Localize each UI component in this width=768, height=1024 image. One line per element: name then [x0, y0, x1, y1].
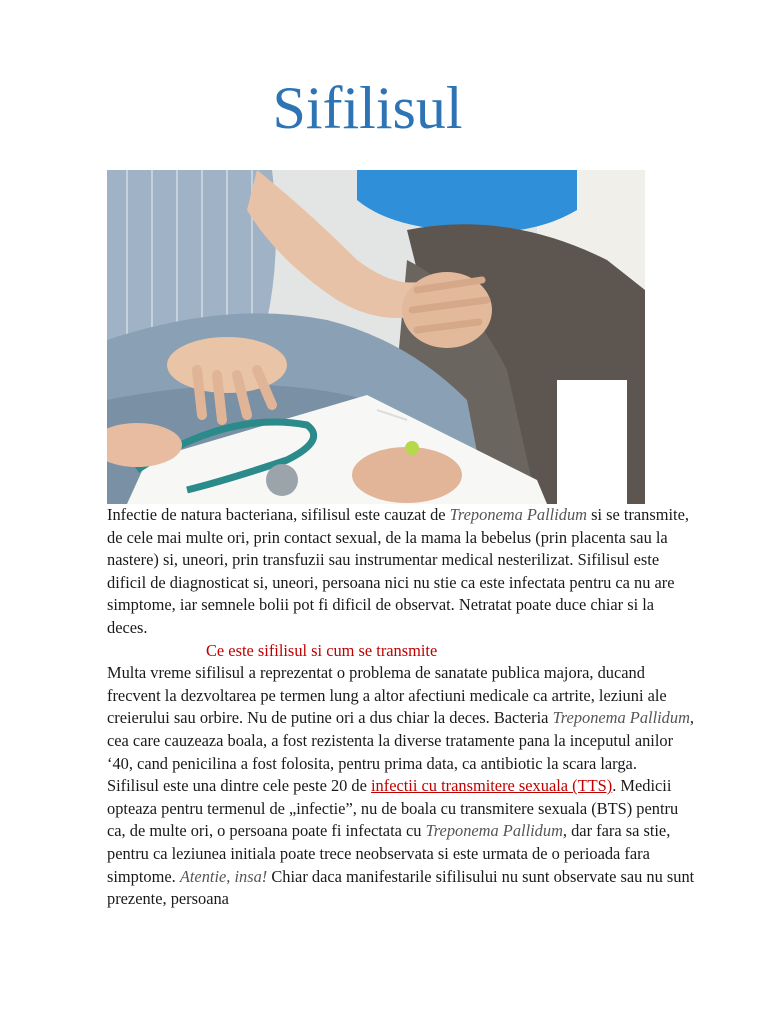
bacteria-name: Treponema Pallidum: [425, 821, 563, 841]
consultation-illustration: [107, 170, 645, 504]
transmission-paragraph: Sifilisul este una dintre cele peste 20 de infectii cu transmitere sexuala (TTS). Medicii opteaza pentru termenul de „infectie”, nu de boala cu transmitere sexuala (BTS) pentru ca, de multe ori, o persoana poate fi infectata cu Treponema Pallidum, dar fara sa stie, pentru ca leziunea initiala poate trece neobservata si este urmata de o perioada fara simptome. Atentie, insa! Chiar daca manifestarile sifilisului nu sunt observate sau nu sunt prezente, persoana: [107, 776, 695, 909]
section-heading: Ce este sifilisul si cum se transmite: [206, 640, 438, 660]
history-paragraph: Multa vreme sifilisul a reprezentat o problema de sanatate publica majora, ducand frecvent la dezvoltarea pe termen lung a altor afectiuni medicale ca artrite, leziuni ale creierului sau orbire. Nu de putine ori a dus chiar la deces. Bacteria Treponema Pallidum, cea care cauzeaza boala, a fost rezistenta la diverse tratamente pana la inceputul anilor ‘40, cand penicilina a fost folosita, pentru prima data, ca antibiotic la scara larga.: [107, 663, 695, 773]
bacteria-name: Treponema Pallidum: [449, 505, 588, 524]
article-body: [107, 504, 697, 911]
sti-link[interactable]: infectii cu transmitere sexuala (TTS): [371, 776, 613, 796]
warning-text: Atentie, insa!: [179, 866, 268, 886]
consultation-photo: [107, 170, 645, 504]
page-title: Sifilisul: [272, 75, 463, 141]
intro-paragraph: Infectie de natura bacteriana, sifilisul este cauzat de Treponema Pallidum si se transmite, de cele mai multe ori, prin contact sexual, de la mama la bebelus (prin placenta sau la nastere) si, uneori, prin transfuzii sau instrumentar medical nesterilizat. Sifilisul este dificil de diagnosticat si, uneori, persoana nici nu stie ca este infectata pentru ca nu are simptome, iar semnele bolii pot fi dificil de observat. Netratat poate duce chiar si la deces.: [107, 505, 689, 637]
bacteria-name: Treponema Pallidum: [552, 708, 690, 728]
